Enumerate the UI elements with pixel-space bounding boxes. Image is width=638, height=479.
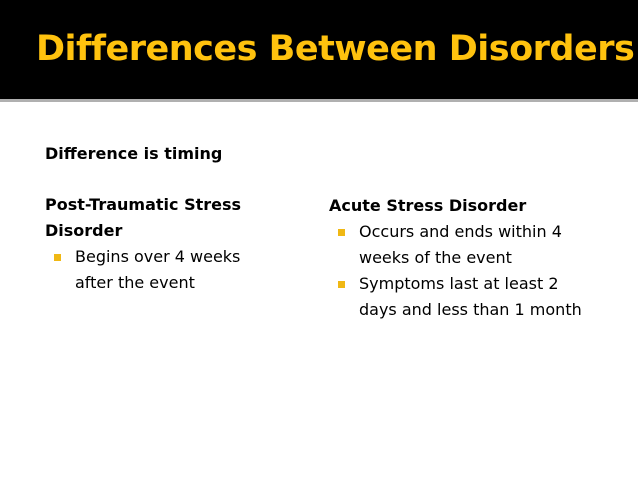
left-bullet-list [45, 244, 275, 296]
square-bullet-icon [338, 281, 345, 288]
intro-text: Difference is timing [45, 144, 223, 163]
right-bullet-item [329, 219, 594, 271]
right-bullet-text: Symptoms last at least 2 days and less than 1 month [359, 274, 582, 319]
right-bullet-item [329, 271, 594, 323]
square-bullet-icon [54, 254, 61, 261]
right-column [329, 193, 594, 323]
right-column-heading: Acute Stress Disorder [329, 196, 527, 215]
left-bullet-item [45, 244, 275, 296]
right-bullet-text: Occurs and ends within 4 weeks of the event [359, 222, 562, 267]
left-bullet-text: Begins over 4 weeks after the event [75, 247, 241, 292]
left-column-heading: Post-Traumatic Stress Disorder [45, 195, 242, 240]
square-bullet-icon [338, 229, 345, 236]
slide-title: Differences Between Disorders [36, 29, 635, 69]
right-bullet-list [329, 219, 594, 323]
left-column [45, 192, 275, 296]
